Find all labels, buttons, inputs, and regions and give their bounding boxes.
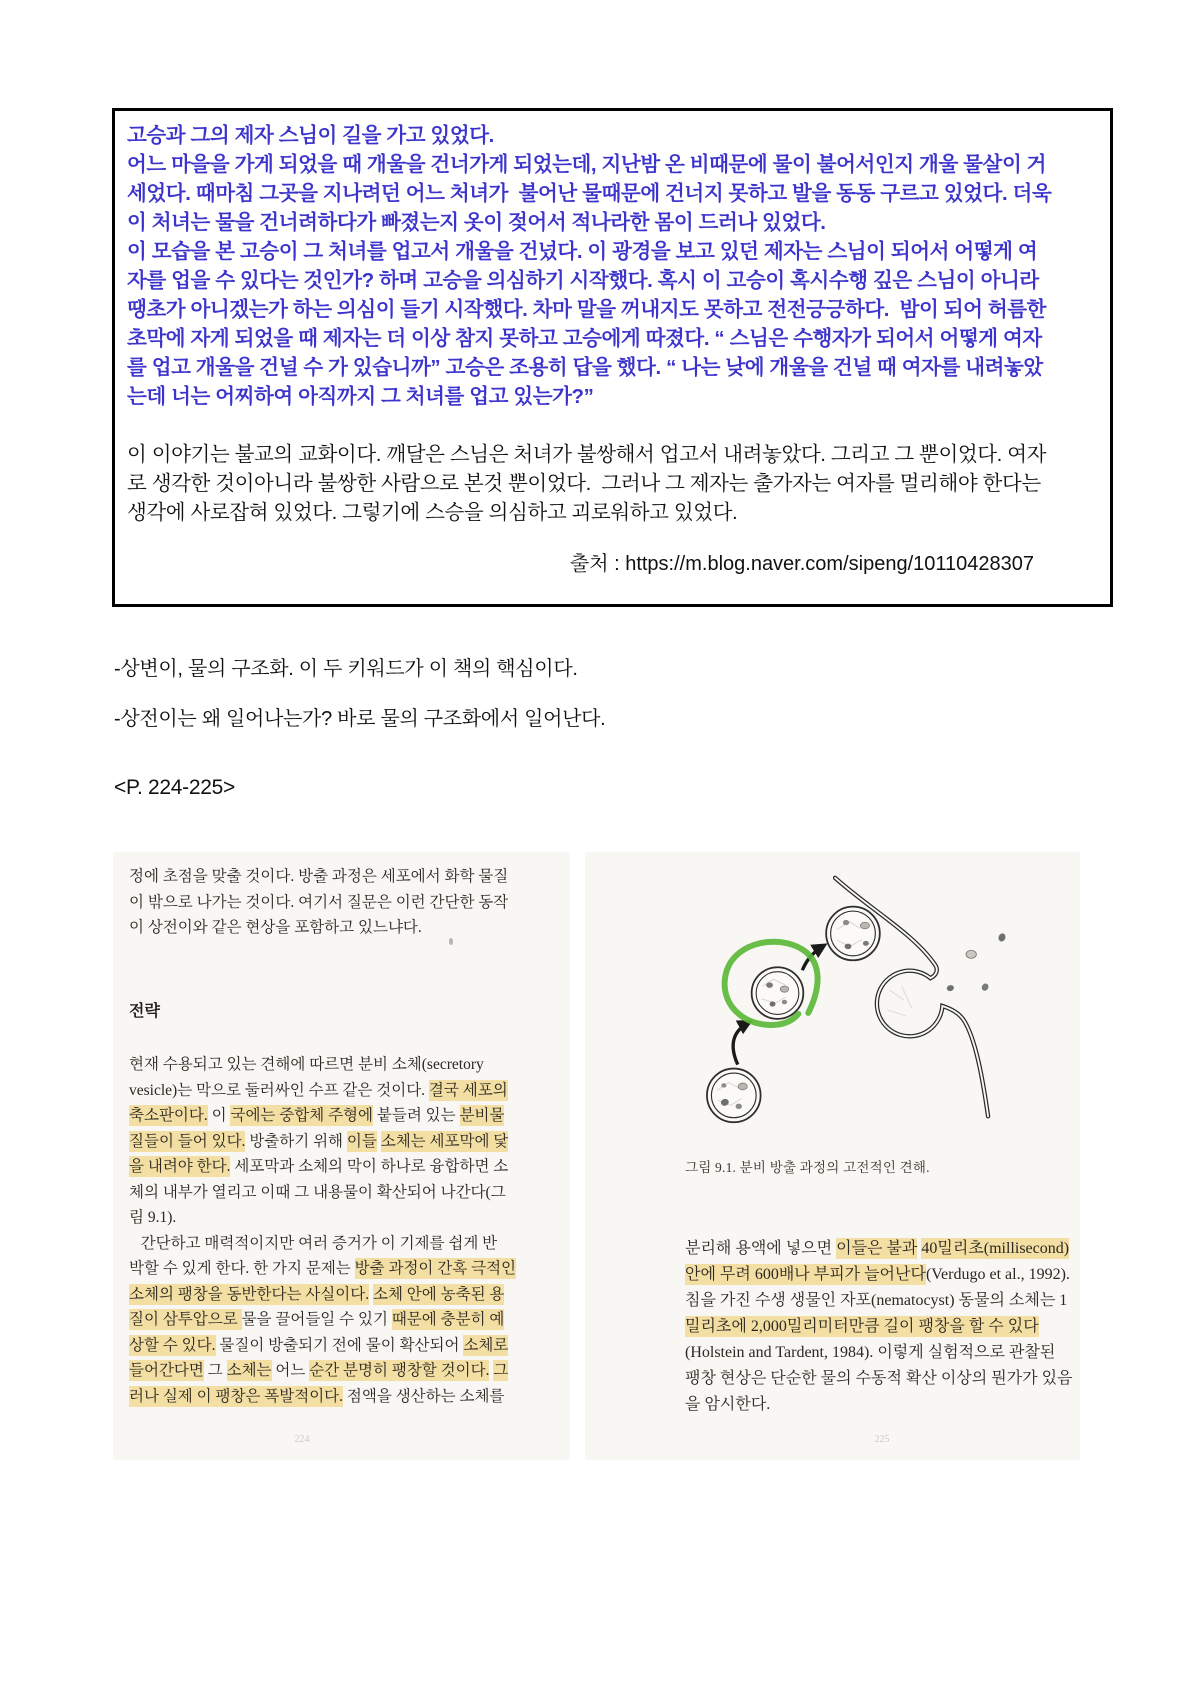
commentary-paragraph — [127, 440, 1096, 527]
plain-text: 림 9.1). — [129, 1209, 177, 1226]
plain-text: 어느 — [271, 1362, 310, 1379]
text-line: 이 상전이와 같은 현상을 포함하고 있느냐다. — [129, 919, 422, 936]
book-text-line — [129, 1078, 569, 1104]
text-line: 자를 업을 수 있다는 것인가? 하며 고승을 의심하기 시작했다. 혹시 이 고승이 혹시수행 깊은 스님이 아니라 — [127, 269, 1039, 292]
book-text-line — [129, 1052, 569, 1078]
book-text-line — [685, 1236, 1079, 1262]
left-page-body — [129, 1052, 569, 1409]
note-keywords: -상변이, 물의 구조화. 이 두 키워드가 이 책의 핵심이다. — [114, 658, 578, 680]
plain-text: (Verdugo et al., 1992). — [925, 1266, 1070, 1283]
book-text-line — [129, 1103, 569, 1129]
plain-text: 현재 수용되고 있는 견해에 따르면 분비 소체(secretory — [129, 1056, 484, 1073]
spacer — [127, 411, 1096, 440]
book-text-line — [129, 1180, 569, 1206]
book-text-line — [685, 1314, 1079, 1340]
secretory-vesicle-2 — [752, 967, 804, 1019]
book-text-line — [685, 1366, 1079, 1392]
figure-9-1-diagram — [620, 854, 1080, 1152]
plain-text: 물질이 방출되기 전에 물이 확산되어 — [215, 1336, 464, 1354]
secretory-vesicle-3 — [826, 907, 880, 961]
highlighted-text: 소체 안에 농축된 용 — [372, 1285, 505, 1303]
highlighted-text: 축소판이다. — [129, 1107, 208, 1124]
right-page-number: 225 — [874, 1434, 890, 1445]
text-line: 이 이야기는 불교의 교화이다. 깨달은 스님은 처녀가 불쌍해서 업고서 내려놓았다. 그리고 그 뿐이었다. 여자 — [127, 443, 1047, 466]
highlighted-text: 국에는 중합체 주형에 — [230, 1107, 373, 1124]
note-question: -상전이는 왜 일어나는가? 바로 물의 구조화에서 일어난다. — [114, 708, 606, 730]
highlighted-text: 상할 수 있다. — [129, 1336, 216, 1354]
text-line: 를 업고 개울을 건널 수 가 있습니까” 고승은 조용히 답을 했다. “ 나는 낮에 개울을 건널 때 여자를 내려놓았 — [127, 356, 1043, 379]
book-text-line — [685, 1262, 1079, 1288]
figure-caption: 그림 9.1. 분비 방출 과정의 고전적인 견해. — [685, 1160, 930, 1175]
text-line: 로 생각한 것이아니라 불쌍한 사람으로 본것 뿐이었다. 그러나 그 제자는 출가자는 여자를 멀리해야 한다는 — [127, 472, 1041, 495]
text-line: 는데 너는 어찌하여 아직까지 그 처녀를 업고 있는가?” — [127, 385, 594, 408]
text-line: 고승과 그의 제자 스님이 길을 가고 있었다. — [127, 124, 494, 147]
plain-text: 붙들려 있는 — [373, 1107, 460, 1124]
book-text-line — [685, 1392, 1079, 1418]
highlighted-text: 순간 분명히 팽창할 것이다. — [309, 1362, 490, 1379]
released-particles — [946, 932, 1006, 992]
highlighted-text: 이들 — [346, 1132, 377, 1150]
book-text-line — [129, 1129, 569, 1155]
book-text-line — [129, 1307, 569, 1333]
highlighted-text: 분비물 — [459, 1107, 505, 1124]
book-text-line — [129, 1282, 569, 1308]
highlighted-text: 소체의 팽창을 동반한다는 사실이다. — [129, 1285, 370, 1303]
highlighted-text: 소체는 세포막에 닻 — [380, 1132, 509, 1150]
highlighted-text: 안에 무려 600배나 부피가 늘어난다 — [685, 1266, 926, 1283]
book-text-line — [129, 1231, 569, 1257]
highlighted-text: 질이 삼투압으로 — [129, 1311, 242, 1328]
plain-text: 박할 수 있게 한다. 한 가지 문제는 — [129, 1260, 355, 1277]
plain-text: 그 — [203, 1362, 227, 1379]
plain-text: 체의 내부가 열리고 이때 그 내용물이 확산되어 나간다(그 — [129, 1183, 506, 1201]
plain-text: 세포막과 소체의 막이 하나로 융합하면 소 — [230, 1158, 509, 1175]
left-page-intro-paragraph — [129, 864, 559, 941]
plain-text: 점액을 생산하는 소체를 — [343, 1387, 505, 1405]
highlighted-text: 러나 실제 이 팽창은 폭발적이다. — [129, 1387, 344, 1405]
secretory-vesicle-1 — [707, 1069, 761, 1123]
text-line: 정에 초점을 맞출 것이다. 방출 과정은 세포에서 화학 물질 — [129, 868, 509, 885]
plain-text: 팽창 현상은 단순한 물의 수동적 확산 이상의 뭔가가 있음 — [685, 1370, 1073, 1387]
plain-text: 간단하고 매력적이지만 여러 증거가 이 기제를 쉽게 반 — [129, 1234, 498, 1252]
book-text-line — [129, 1256, 569, 1282]
text-line: 이 밖으로 나가는 것이다. 여기서 질문은 이런 간단한 동작 — [129, 893, 509, 911]
highlighted-text: 때문에 충분히 예 — [391, 1311, 505, 1328]
book-text-line — [129, 1358, 569, 1384]
text-line: 세었다. 때마침 그곳을 지나려던 어느 처녀가 불어난 물때문에 건너지 못하고 발을 동동 구르고 있었다. 더욱 — [127, 182, 1052, 205]
highlighted-text: 소체는 — [226, 1362, 272, 1379]
plain-text: 이 — [207, 1107, 231, 1124]
book-text-line — [129, 1154, 569, 1180]
story-paragraph — [127, 121, 1096, 411]
text-line: 어느 마을을 가게 되었을 때 개울을 건너가게 되었는데, 지난밤 온 비때문에 물이 불어서인지 개울 물살이 거 — [127, 153, 1047, 176]
plain-text: 물을 끌어들일 수 있기 — [241, 1311, 392, 1328]
text-line: 땡초가 아니겠는가 하는 의심이 들기 시작했다. 차마 말을 꺼내지도 못하고 전전긍긍하다. 밤이 되어 허름한 — [127, 298, 1047, 321]
highlighted-text: 밀리초에 2,000밀리미터만큼 길이 팽창을 할 수 있다 — [685, 1318, 1039, 1335]
highlighted-text: 이들은 불과 — [836, 1240, 918, 1257]
plain-text: 방출하기 위해 — [245, 1132, 347, 1150]
book-text-line — [685, 1340, 1079, 1366]
text-line: 이 모습을 본 고승이 그 처녀를 업고서 개울을 건넜다. 이 광경을 보고 있던 제자는 스님이 되어서 어떻게 여 — [127, 240, 1038, 263]
highlighted-text: 들어간다면 — [129, 1362, 204, 1379]
plain-text: 분리해 용액에 넣으면 — [685, 1240, 837, 1257]
text-line: 이 처녀는 물을 건너려하다가 빠졌는지 옷이 젖어서 적나라한 몸이 드러나 있었다. — [127, 211, 826, 234]
left-page-number: 224 — [294, 1434, 310, 1445]
highlighted-text: 질들이 들어 있다. — [129, 1132, 246, 1150]
note-page-reference: <P. 224-225> — [114, 776, 235, 799]
arrow-vesicle1-to-vesicle2 — [733, 1022, 750, 1065]
highlighted-text: 방출 과정이 간혹 극적인 — [354, 1260, 517, 1277]
book-text-line — [129, 1205, 569, 1231]
source-citation: 출처 : https://m.blog.naver.com/sipeng/10110428307 — [569, 553, 1034, 575]
book-text-line — [129, 1384, 569, 1410]
book-left-page — [113, 852, 570, 1460]
highlighted-text: 40밀리초(millisecond) — [921, 1240, 1070, 1257]
plain-text: (Holstein and Tardent, 1984). 이렇게 실험적으로 관찰된 — [685, 1344, 1056, 1361]
text-line: 초막에 자게 되었을 때 제자는 더 이상 참지 못하고 고승에게 따졌다. “ 스님은 수행자가 되어서 어떻게 여자 — [127, 327, 1042, 350]
highlighted-text: 을 내려야 한다. — [129, 1158, 231, 1175]
book-text-line — [685, 1288, 1079, 1314]
section-header: 전략 — [129, 1003, 160, 1020]
highlighted-text: 소체로 — [463, 1336, 509, 1354]
book-text-line — [129, 1333, 569, 1359]
highlighted-text: 그 — [493, 1362, 509, 1379]
text-line: 생각에 사로잡혀 있었다. 그렇기에 스승을 의심하고 괴로워하고 있었다. — [127, 501, 738, 524]
highlighted-text: 결국 세포의 — [428, 1081, 508, 1099]
scan-artifact-mark — [449, 938, 453, 945]
story-box — [112, 108, 1113, 607]
plain-text: 침을 가진 수생 생물인 자포(nematocyst) 동물의 소체는 1 — [685, 1292, 1068, 1309]
plain-text: vesicle)는 막으로 둘러싸인 수프 같은 것이다. — [129, 1081, 429, 1099]
right-page-body — [685, 1236, 1079, 1418]
book-right-page — [585, 852, 1080, 1460]
plain-text: 을 암시한다. — [685, 1396, 771, 1413]
